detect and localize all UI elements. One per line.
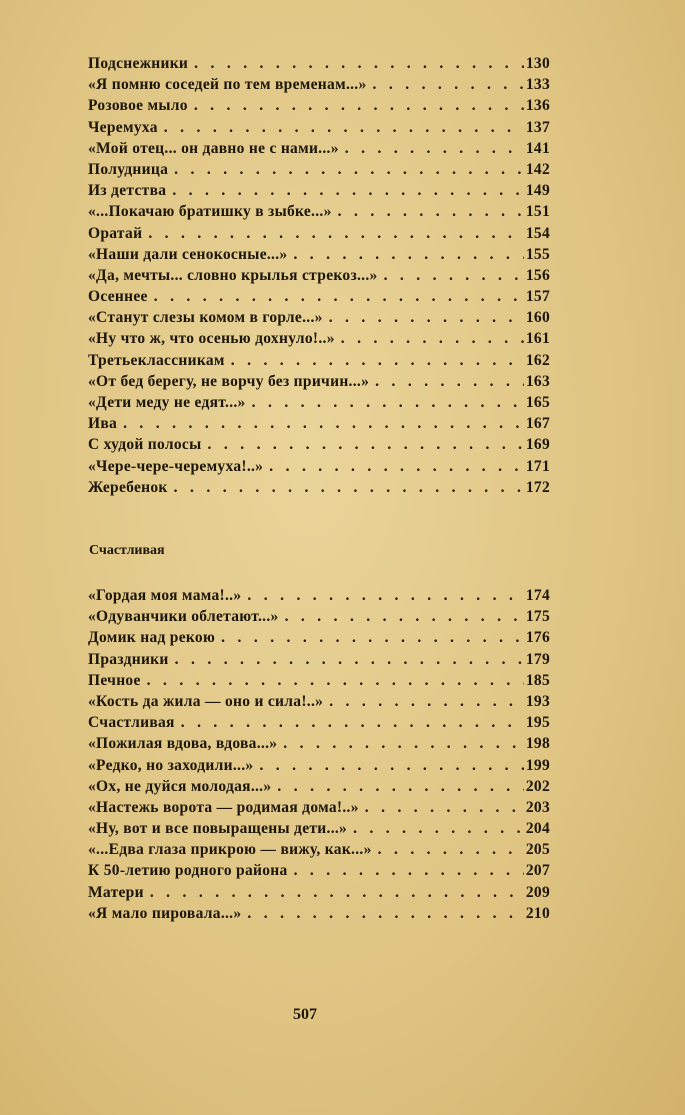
toc-entry-page: 185	[525, 671, 550, 689]
dot-leader	[285, 608, 524, 626]
toc-entry-page: 155	[525, 245, 550, 263]
toc-entry	[88, 757, 550, 778]
toc-entry	[88, 458, 550, 479]
toc-entry	[88, 672, 550, 693]
toc-entry-page: 210	[525, 904, 550, 922]
dot-leader	[293, 246, 523, 264]
toc-entry-page: 149	[525, 182, 550, 200]
toc-entry-page: 133	[525, 76, 550, 94]
toc-entry-title: Третьеклассникам	[88, 351, 225, 369]
toc-entry-title: «От бед берегу, не ворчу без причин...»	[88, 372, 370, 390]
dot-leader	[338, 203, 524, 221]
toc-entry-title: «Настежь ворота — родимая дома!..»	[88, 798, 359, 816]
toc-entry-title: Матери	[88, 883, 144, 901]
toc-entry	[88, 415, 550, 436]
toc-entry-page: 162	[525, 351, 550, 369]
toc-entry	[88, 330, 550, 351]
page-number: 507	[293, 1006, 317, 1023]
toc-entry-title: «Ох, не дуйся молодая...»	[88, 777, 272, 795]
dot-leader	[384, 267, 524, 285]
toc-entry	[88, 288, 550, 309]
dot-leader	[194, 97, 524, 115]
toc-entry-page: 205	[525, 841, 550, 859]
toc-entry-page: 209	[525, 883, 550, 901]
toc-entry-title: «Пожилая вдова, вдова...»	[88, 735, 278, 753]
toc-entry	[88, 587, 550, 608]
dot-leader	[345, 140, 524, 158]
dot-leader	[252, 394, 524, 412]
dot-leader	[221, 629, 524, 647]
dot-leader	[194, 55, 524, 73]
toc-entry-page: 161	[525, 330, 550, 348]
toc-entry-title: Счастливая	[88, 714, 175, 732]
dot-leader	[164, 119, 524, 137]
toc-entry	[88, 479, 550, 500]
dot-leader	[148, 225, 524, 243]
toc-entry-title: «Я помню соседей по тем временам...»	[88, 76, 367, 94]
dot-leader	[231, 352, 524, 370]
toc-entry-title: «Гордая моя мама!..»	[88, 587, 242, 604]
toc-entry-title: «...Едва глаза прикрою — вижу, как...»	[88, 841, 372, 859]
toc-entry-page: 137	[525, 118, 550, 136]
toc-entry-title: «Мой отец... он давно не с нами...»	[88, 139, 339, 157]
toc-entry	[88, 735, 550, 756]
toc-entry	[88, 862, 550, 883]
dot-leader	[208, 436, 524, 454]
toc-entry	[88, 225, 550, 246]
dot-leader	[175, 651, 524, 669]
toc-entry	[88, 651, 550, 672]
toc-entry-page: 203	[525, 798, 550, 816]
dot-leader	[150, 884, 524, 902]
toc-entry	[88, 693, 550, 714]
toc-entry-title: «Ну что ж, что осенью дохнуло!..»	[88, 330, 335, 348]
toc-entry-title: Печное	[88, 671, 141, 689]
toc-entry-page: 141	[525, 139, 550, 157]
toc-entry-title: С худой полосы	[88, 436, 202, 454]
toc-entry	[88, 841, 550, 862]
dot-leader	[341, 330, 524, 348]
dot-leader	[378, 841, 524, 859]
toc-entry-title: «Чере-чере-черемуха!..»	[88, 457, 264, 475]
toc-entry	[88, 905, 550, 926]
toc-entry-title: Праздники	[88, 650, 169, 668]
toc-entry-page: 172	[525, 478, 550, 496]
toc-entry-title: Жеребенок	[88, 478, 168, 496]
dot-leader	[269, 458, 524, 476]
toc-entry	[88, 55, 550, 76]
toc-entry	[88, 373, 550, 394]
toc-entry-title: «Я мало пировала...»	[88, 904, 242, 922]
toc-entry-title: Оратай	[88, 224, 143, 242]
toc-entry-page: 195	[525, 714, 550, 732]
toc-entry-title: «Кость да жила — оно и сила!..»	[88, 692, 324, 710]
toc-entry-page: 171	[525, 457, 550, 475]
toc-entry-page: 204	[525, 820, 550, 838]
toc-entry-page: 176	[525, 629, 550, 647]
dot-leader	[181, 714, 524, 732]
toc-entry	[88, 267, 550, 288]
toc-entry	[88, 246, 550, 267]
toc-entry-page: 163	[525, 372, 550, 390]
toc-entry	[88, 161, 550, 182]
dot-leader	[172, 182, 524, 200]
dot-leader	[365, 799, 524, 817]
toc-entry-page: 207	[525, 862, 550, 880]
dot-leader	[375, 373, 524, 391]
dot-leader	[294, 862, 524, 880]
toc-entry-title: Подснежники	[88, 55, 189, 72]
toc-entry	[88, 119, 550, 140]
toc-entry-page: 167	[525, 415, 550, 433]
toc-entry-page: 160	[525, 309, 550, 327]
toc-entry	[88, 309, 550, 330]
toc-section-1	[88, 55, 550, 500]
toc-section-2	[88, 587, 550, 926]
toc-entry-page: 198	[525, 735, 550, 753]
toc-entry-page: 169	[525, 436, 550, 454]
toc-entry	[88, 76, 550, 97]
dot-leader	[329, 309, 524, 327]
toc-entry-title: «Редко, но заходили...»	[88, 756, 254, 774]
toc-entry-title: «Одуванчики облетают...»	[88, 608, 279, 626]
toc-entry-title: «Наши дали сенокосные...»	[88, 245, 288, 263]
dot-leader	[329, 693, 524, 711]
toc-entry-page: 130	[525, 55, 550, 72]
toc-entry-title: «Станут слезы комом в горле...»	[88, 309, 323, 327]
toc-entry	[88, 140, 550, 161]
toc-entry	[88, 394, 550, 415]
toc-entry-title: Домик над рекою	[88, 629, 216, 647]
dot-leader	[147, 672, 524, 690]
dot-leader	[259, 757, 523, 775]
toc-entry-page: 142	[525, 160, 550, 178]
toc-entry-title: Из детства	[88, 182, 167, 200]
toc-entry	[88, 97, 550, 118]
toc-entry	[88, 182, 550, 203]
toc-entry-page: 165	[525, 394, 550, 411]
toc-entry-title: К 50-летию родного района	[88, 862, 288, 880]
toc-entry-page: 174	[525, 587, 550, 604]
toc-entry	[88, 714, 550, 735]
toc-entry	[88, 436, 550, 457]
dot-leader	[247, 905, 523, 923]
dot-leader	[123, 415, 524, 433]
dot-leader	[174, 161, 524, 179]
toc-entry	[88, 884, 550, 905]
toc-entry-title: Черемуха	[88, 118, 158, 136]
section-heading: Счастливая	[89, 543, 165, 558]
toc-entry-title: Ива	[88, 415, 118, 433]
dot-leader	[353, 820, 524, 838]
toc-entry-page: 154	[525, 224, 550, 242]
toc-entry-page: 157	[525, 288, 550, 306]
toc-entry-title: Осеннее	[88, 288, 148, 306]
toc-entry	[88, 203, 550, 224]
toc-entry-page: 202	[525, 777, 550, 795]
toc-entry-page: 136	[525, 97, 550, 115]
toc-entry-title: Полудница	[88, 160, 169, 178]
dot-leader	[373, 76, 524, 94]
toc-entry-title: «Да, мечты... словно крылья стрекоз...»	[88, 266, 378, 284]
toc-entry-title: «Дети меду не едят...»	[88, 394, 246, 411]
toc-entry	[88, 799, 550, 820]
toc-entry-page: 151	[525, 203, 550, 221]
toc-entry-title: «Ну, вот и все повыращены дети...»	[88, 820, 348, 838]
toc-entry-page: 199	[525, 756, 550, 774]
toc-entry	[88, 608, 550, 629]
dot-leader	[283, 735, 524, 753]
toc-entry-page: 156	[525, 266, 550, 284]
toc-entry	[88, 820, 550, 841]
dot-leader	[247, 587, 523, 605]
toc-entry-page: 193	[525, 692, 550, 710]
dot-leader	[154, 288, 524, 306]
toc-entry-title: Розовое мыло	[88, 97, 188, 115]
toc-entry	[88, 629, 550, 650]
toc-entry	[88, 778, 550, 799]
toc-entry-title: «...Покачаю братишку в зыбке...»	[88, 203, 332, 221]
toc-entry	[88, 352, 550, 373]
toc-entry-page: 175	[525, 608, 550, 626]
dot-leader	[174, 479, 524, 497]
dot-leader	[277, 778, 523, 796]
toc-entry-page: 179	[525, 650, 550, 668]
